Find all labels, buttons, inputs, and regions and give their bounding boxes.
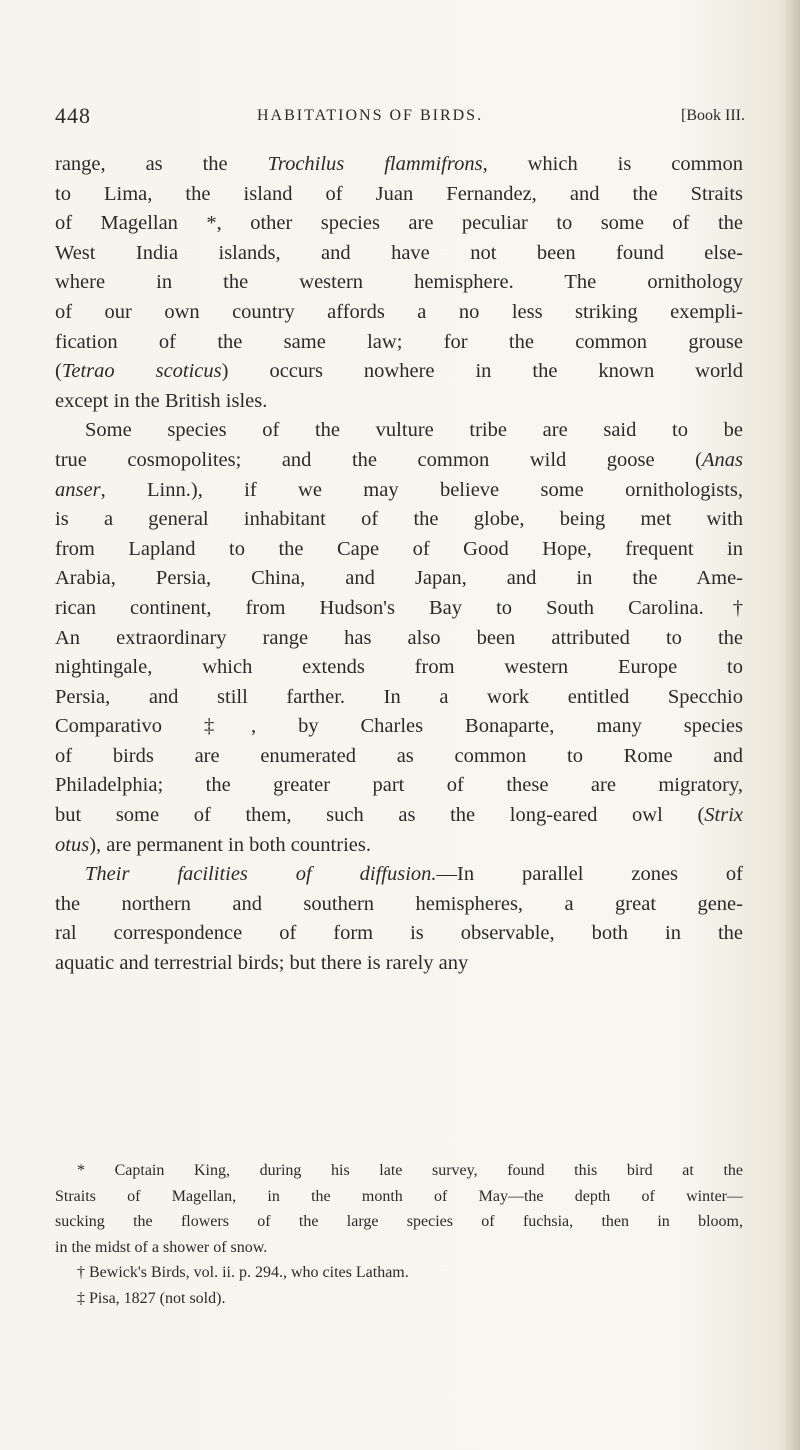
text-line [55, 683, 743, 713]
body-text [55, 150, 743, 979]
text-segment: is a general inhabitant of the globe, being met with [55, 508, 743, 531]
text-line [55, 890, 743, 920]
footnote-line: sucking the flowers of the large species of fuchsia, then in bloom, [55, 1213, 743, 1230]
text-segment: Arabia, Persia, China, and Japan, and in the Ame- [55, 567, 743, 590]
text-segment: ( [55, 360, 62, 383]
page-edge [786, 0, 800, 1450]
text-line [55, 594, 743, 624]
text-line [55, 180, 743, 210]
text-segment: but some of them, such as the long-eared owl ( [55, 804, 705, 827]
footnote-line: in the midst of a shower of snow. [55, 1238, 268, 1256]
text-segment: fication of the same law; for the common grouse [55, 330, 743, 353]
text-line [55, 949, 743, 979]
text-segment: ral correspondence of form is observable, both in the [55, 922, 743, 945]
text-line [55, 564, 743, 594]
text-segment: Persia, and still farther. In a work entitled Specchio [55, 685, 743, 708]
italic-term: Anas [702, 448, 743, 471]
italic-term: Their facilities of diffusion. [85, 863, 437, 886]
text-line [55, 239, 743, 269]
text-segment: from Lapland to the Cape of Good Hope, frequent in [55, 537, 743, 560]
text-line [55, 742, 743, 772]
text-line [55, 476, 743, 506]
text-segment: of our own country affords a no less striking exempli- [55, 300, 743, 323]
text-line [55, 653, 743, 683]
text-line [55, 328, 743, 358]
text-line [55, 624, 743, 654]
text-segment: nightingale, which extends from western Europe to [55, 656, 743, 679]
text-segment: except in the British isles. [55, 389, 268, 412]
italic-term: anser [55, 478, 101, 501]
text-line [55, 416, 743, 446]
text-line [55, 860, 743, 890]
text-line [55, 535, 743, 565]
text-segment: aquatic and terrestrial birds; but there is rarely any [55, 952, 469, 975]
text-line [55, 268, 743, 298]
text-line [55, 357, 743, 387]
text-segment: ), are permanent in both countries. [89, 833, 371, 856]
italic-term: otus [55, 833, 90, 856]
footnotes [55, 1158, 743, 1311]
page-number: 448 [55, 103, 91, 128]
text-segment: Philadelphia; the greater part of these are migratory, [55, 774, 743, 797]
text-line [55, 712, 743, 742]
text-segment: true cosmopolites; and the common wild goose ( [55, 448, 702, 471]
text-segment: range, as the [55, 153, 268, 175]
footnote-line: † Bewick's Birds, vol. ii. p. 294., who cites Latham. [77, 1264, 409, 1281]
footnote-line: ‡ Pisa, 1827 (not sold). [77, 1289, 226, 1307]
text-segment: to Lima, the island of Juan Fernandez, and the Straits [55, 182, 743, 205]
text-segment: Comparativo ‡, by Charles Bonaparte, many species [55, 715, 743, 738]
italic-term: Trochilus flammifrons [267, 153, 483, 175]
text-segment: ) occurs nowhere in the known world [221, 360, 743, 383]
text-segment: the northern and southern hemispheres, a great gene- [55, 892, 743, 915]
text-segment: West India islands, and have not been found else- [55, 241, 743, 264]
footnote-line: Straits of Magellan, in the month of May—the depth of winter— [55, 1187, 743, 1205]
text-line [55, 209, 743, 239]
page-header [55, 103, 745, 133]
text-line [55, 919, 743, 949]
text-segment: Some species of the vulture tribe are said to be [85, 419, 743, 442]
text-segment: , which is common [482, 153, 743, 175]
text-segment: of birds are enumerated as common to Rome and [55, 744, 743, 767]
text-line [55, 771, 743, 801]
text-line [55, 801, 743, 831]
text-segment: , Linn.), if we may believe some ornithologists, [100, 478, 743, 501]
text-line [55, 831, 743, 861]
text-segment: An extraordinary range has also been attributed to the [55, 626, 743, 649]
text-line [55, 505, 743, 535]
text-line [55, 150, 743, 180]
footnote-line: * Captain King, during his late survey, found this bird at the [77, 1162, 743, 1179]
italic-term: Strix [704, 804, 743, 827]
text-segment: of Magellan *, other species are peculiar to some of the [55, 212, 743, 235]
italic-term: Tetrao scoticus [61, 360, 222, 383]
text-line [55, 446, 743, 476]
text-segment: where in the western hemisphere. The ornithology [55, 271, 743, 294]
running-title: HABITATIONS OF BIRDS. [257, 107, 484, 124]
text-segment: rican continent, from Hudson's Bay to South Carolina.† [55, 596, 743, 619]
text-segment: —In parallel zones of [436, 863, 743, 886]
text-line [55, 298, 743, 328]
book-reference: [Book III. [681, 107, 745, 124]
text-line [55, 387, 743, 417]
